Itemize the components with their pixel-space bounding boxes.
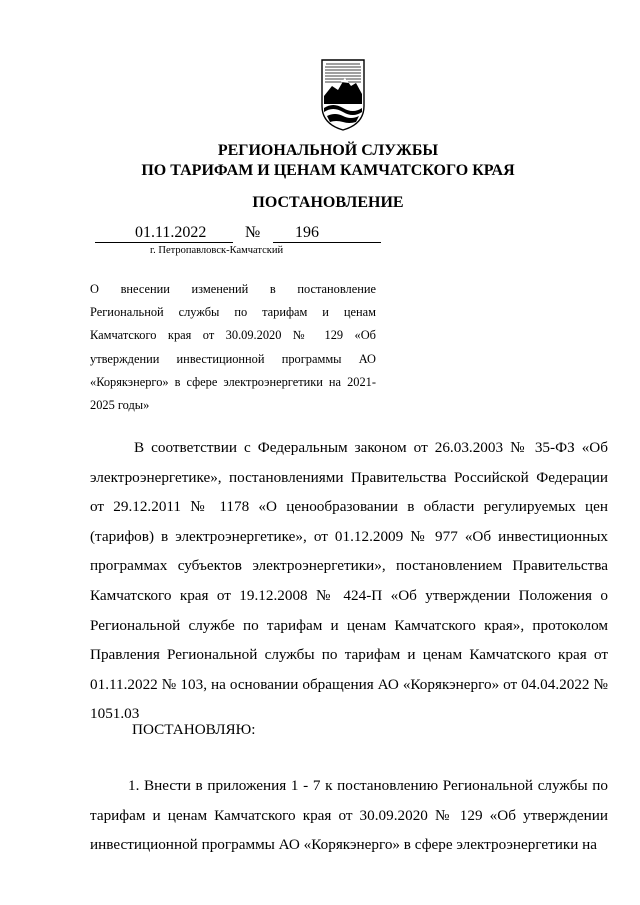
date-number-line	[95, 223, 381, 243]
decree-heading: ПОСТАНОВЛЯЮ:	[132, 721, 256, 738]
org-title-line2: ПО ТАРИФАМ И ЦЕНАМ КАМЧАТСКОГО КРАЯ	[141, 162, 515, 179]
number-underline	[273, 242, 381, 243]
preamble-paragraph: В соответствии с Федеральным законом от 26.03.2003 № 35-ФЗ «Об электроэнергетике», постановлениями Правительства Российской Федерации от 29.12.2011 № 1178 «О ценообразовании в области регулируемых цен (тарифов) в электроэнергетике», от 01.12.2009 № 977 «Об инвестиционных программах субъектов электроэнергетики», постановлением Правительства Камчатского края от 19.12.2008 № 424-П «Об утверждении Положения о Региональной службе по тарифам и ценам Камчатского края», протоколом Правления Региональной службы по тарифам и ценам Камчатского края от 01.11.2022 № 103, на основании обращения АО «Корякэнерго» от 04.04.2022 № 1051.03	[90, 439, 608, 723]
document-number: 196	[295, 224, 319, 241]
document-date: 01.11.2022	[135, 224, 207, 241]
document-subject: О внесении изменений в постановление Региональной службы по тарифам и ценам Камчатского края от 30.09.2020 № 129 «Об утверждении инвестиционной программы АО «Корякэнерго» в сфере электроэнергетики на 2021-2025 годы»	[90, 282, 376, 413]
org-title-line1: РЕГИОНАЛЬНОЙ СЛУЖБЫ	[217, 142, 439, 159]
document-type-title: ПОСТАНОВЛЕНИЕ	[252, 194, 404, 211]
item-1-paragraph: 1. Внести в приложения 1 - 7 к постановлению Региональной службы по тарифам и ценам Камчатского края от 30.09.2020 № 129 «Об утверждении инвестиционной программы АО «Корякэнерго» в сфере электроэнергетики на	[90, 777, 608, 854]
kamchatka-coat-of-arms-icon	[318, 56, 368, 132]
number-sign: №	[245, 224, 261, 241]
document-city: г. Петропавловск-Камчатский	[150, 245, 284, 256]
